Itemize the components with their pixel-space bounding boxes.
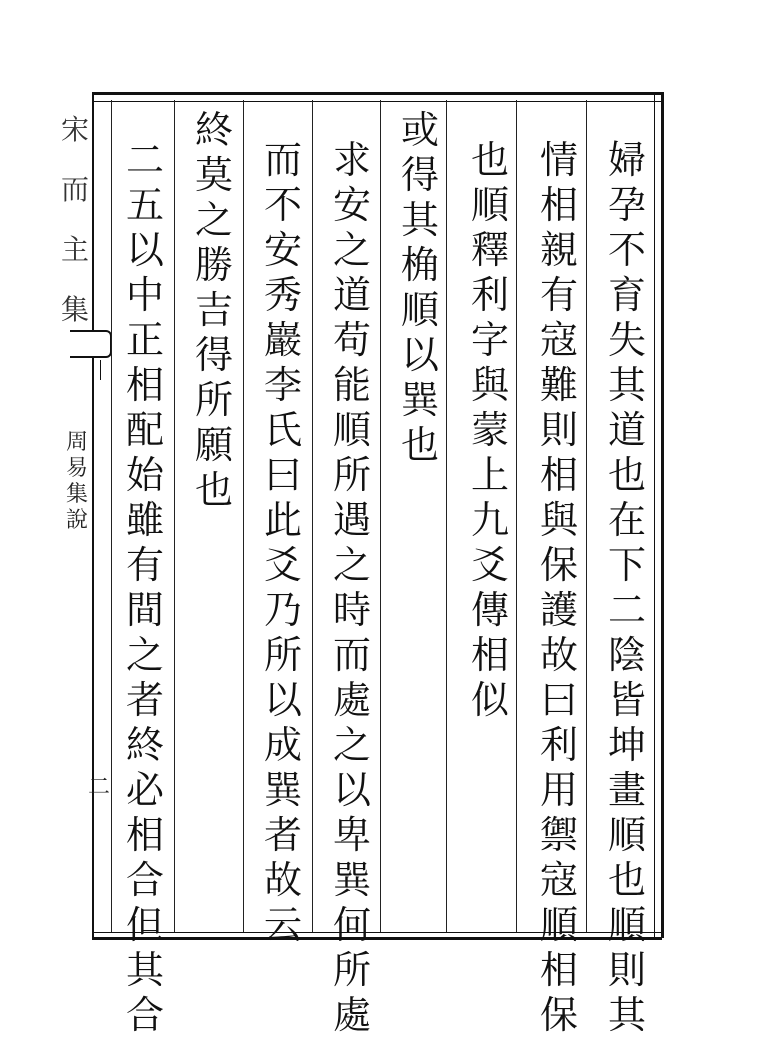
frame-top-border [92,92,662,102]
column-char: 安 [263,228,302,272]
fold-page-number: 二 [88,775,111,800]
column-char: 也 [194,468,233,512]
column-char: 情 [539,138,578,182]
column-char: 秀 [263,273,302,317]
column-char: 吉 [194,288,233,332]
frame-right-border [654,92,664,938]
fold-title-char: 集 [65,482,88,507]
text-column-2 [533,138,585,1038]
column-char: 曰 [263,453,302,497]
column-char: 終 [194,108,233,152]
column-char: 則 [539,408,578,452]
column-char: 也 [607,858,646,902]
column-char: 桷 [400,243,439,287]
column-char: 上 [470,453,509,497]
column-char: 保 [539,993,578,1037]
column-char: 孕 [607,183,646,227]
column-char: 利 [470,273,509,317]
column-char: 而 [263,138,302,182]
column-char: 間 [125,588,164,632]
column-char: 合 [125,993,164,1037]
column-char: 得 [194,333,233,377]
column-char: 其 [607,993,646,1037]
column-char: 卑 [332,813,371,857]
column-char: 陰 [607,633,646,677]
column-char: 失 [607,318,646,362]
column-char: 相 [539,453,578,497]
column-char: 之 [125,633,164,677]
column-char: 相 [125,363,164,407]
fold-title-char: 易 [65,456,88,481]
column-char: 處 [332,678,371,722]
column-char: 順 [607,813,646,857]
column-char: 保 [539,543,578,587]
column-char: 終 [125,723,164,767]
column-char: 育 [607,273,646,317]
column-rule [243,100,244,932]
column-rule [516,100,517,932]
column-char: 相 [125,813,164,857]
column-char: 在 [607,498,646,542]
column-char: 道 [607,408,646,452]
text-column-8 [119,138,171,1038]
column-char: 以 [332,768,371,812]
frame-left-border [92,92,98,938]
fish-tail-line [100,360,111,380]
fold-mark: 主 [60,233,89,266]
column-char: 故 [539,633,578,677]
column-char: 婦 [607,138,646,182]
column-char: 云 [263,903,302,947]
column-char: 者 [263,813,302,857]
text-column-3 [464,138,516,723]
text-column-5 [326,138,378,1038]
column-char: 道 [332,273,371,317]
column-char: 順 [607,903,646,947]
column-char: 寇 [539,318,578,362]
column-char: 蒙 [470,408,509,452]
text-column-4 [394,108,446,468]
column-char: 順 [332,408,371,452]
column-char: 之 [194,198,233,242]
column-char: 合 [125,858,164,902]
column-char: 用 [539,768,578,812]
column-char: 所 [332,453,371,497]
column-char: 下 [607,543,646,587]
column-char: 勝 [194,243,233,287]
column-char: 九 [470,498,509,542]
fold-mark: 集 [60,293,89,326]
column-char: 中 [125,273,164,317]
column-char: 也 [400,423,439,467]
column-char: 巽 [400,378,439,422]
column-char: 皆 [607,678,646,722]
column-char: 能 [332,363,371,407]
column-char: 釋 [470,228,509,272]
column-char: 親 [539,228,578,272]
column-char: 巽 [332,858,371,902]
column-char: 或 [400,108,439,152]
column-char: 五 [125,183,164,227]
column-char: 之 [332,228,371,272]
column-rule [380,100,381,932]
column-char: 利 [539,723,578,767]
column-char: 莫 [194,153,233,197]
column-char: 乃 [263,588,302,632]
text-column-1 [601,138,653,1038]
column-char: 巖 [263,318,302,362]
column-char: 也 [607,453,646,497]
column-char: 順 [400,288,439,332]
column-char: 其 [125,948,164,992]
column-rule [446,100,447,932]
column-char: 傳 [470,588,509,632]
column-char: 但 [125,903,164,947]
column-char: 有 [539,273,578,317]
column-char: 所 [332,948,371,992]
column-char: 配 [125,408,164,452]
column-char: 正 [125,318,164,362]
column-char: 遇 [332,498,371,542]
column-char: 得 [400,153,439,197]
column-char: 有 [125,543,164,587]
column-char: 雖 [125,498,164,542]
column-char: 始 [125,453,164,497]
column-char: 相 [470,633,509,677]
column-char: 相 [539,183,578,227]
text-column-7 [188,108,240,513]
column-char: 何 [332,903,371,947]
column-rule [312,100,313,932]
column-char: 不 [263,183,302,227]
column-char: 願 [194,423,233,467]
column-char: 難 [539,363,578,407]
column-char: 李 [263,363,302,407]
column-char: 爻 [263,543,302,587]
column-char: 者 [125,678,164,722]
column-char: 順 [539,903,578,947]
column-char: 所 [263,633,302,677]
column-char: 巽 [263,768,302,812]
fold-book-title [62,430,92,534]
column-char: 所 [194,378,233,422]
column-char: 而 [332,633,371,677]
column-char: 必 [125,768,164,812]
column-rule [111,100,112,932]
column-char: 字 [470,318,509,362]
column-char: 似 [470,678,509,722]
column-char: 畫 [607,768,646,812]
column-char: 成 [263,723,302,767]
column-char: 以 [400,333,439,377]
column-char: 順 [470,183,509,227]
column-char: 禦 [539,813,578,857]
column-char: 坤 [607,723,646,767]
column-char: 寇 [539,858,578,902]
column-char: 曰 [539,678,578,722]
column-char: 不 [607,228,646,272]
column-char: 氏 [263,408,302,452]
column-char: 與 [539,498,578,542]
column-char: 其 [607,363,646,407]
column-char: 安 [332,183,371,227]
column-char: 之 [332,723,371,767]
column-char: 之 [332,543,371,587]
column-char: 則 [607,948,646,992]
column-char: 時 [332,588,371,632]
column-char: 以 [263,678,302,722]
fold-top-marks [58,100,92,340]
column-char: 護 [539,588,578,632]
fold-title-char: 說 [65,508,88,533]
column-rule [174,100,175,932]
fold-mark: 而 [60,173,89,206]
column-char: 其 [400,198,439,242]
column-char: 與 [470,363,509,407]
fish-tail-mark [70,330,112,358]
column-rule [586,100,587,932]
text-column-6 [257,138,309,948]
column-char: 爻 [470,543,509,587]
fold-mark: 宋 [60,113,89,146]
column-char: 二 [607,588,646,632]
fold-title-char: 周 [65,430,88,455]
column-char: 相 [539,948,578,992]
column-char: 求 [332,138,371,182]
column-char: 二 [125,138,164,182]
column-char: 也 [470,138,509,182]
column-char: 故 [263,858,302,902]
column-char: 以 [125,228,164,272]
column-char: 此 [263,498,302,542]
column-char: 苟 [332,318,371,362]
column-char: 處 [332,993,371,1037]
